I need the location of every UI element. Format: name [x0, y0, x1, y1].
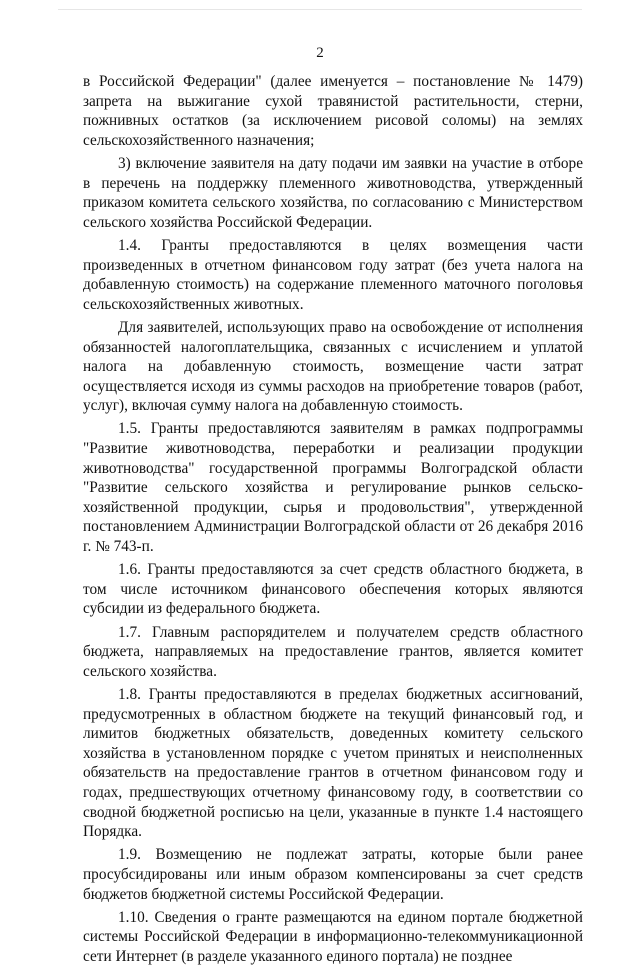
paragraph-1-5: 1.5. Гранты предоставляются заявителям в рамках подпрограммы "Развитие животноводства, переработки и реализации продукции животноводства" государственной программы Волгоградской области "Развитие сельского хозяйства и регулирование рынков сельско-хозяйственной продукции, сырья и продовольствия", утвержденной постановлением Администрации Волгоградской области от 26 декабря 2016 г. № 743-п. [83, 420, 583, 556]
paragraph-1-8: 1.8. Гранты предоставляются в пределах бюджетных ассигнований, предусмотренных в областном бюджете на текущий финансовый год, и лимитов бюджетных обязательств, доведенных комитету сельского хозяйства в установленном порядке с учетом принятых и неисполненных обязательств на предоставление грантов в отчетном финансовом году и годах, предшествующих отчетному финансовому году, в соответствии со сводной бюджетной росписью на цели, указанные в пункте 1.4 настоящего Порядка. [83, 685, 583, 841]
scan-top-edge [58, 9, 582, 10]
paragraph-1-10: 1.10. Сведения о гранте размещаются на едином портале бюджетной системы Российской Федерации в информационно-телекоммуникационной сети Интернет (в разделе указанного единого портала) не позднее [83, 908, 583, 965]
paragraph-1-7: 1.7. Главным распорядителем и получателем средств областного бюджета, направляемых на предоставление грантов, является комитет сельского хозяйства. [83, 623, 583, 680]
paragraph-1-9: 1.9. Возмещению не подлежат затраты, которые были ранее просубсидированы или иным образом компенсированы за счет средств бюджетов бюджетной системы Российской Федерации. [83, 846, 583, 903]
paragraph-1-6: 1.6. Гранты предоставляются за счет средств областного бюджета, в том числе источником финансового обеспечения которых являются субсидии из федерального бюджета. [83, 561, 583, 618]
paragraph-continuation: в Российской Федерации" (далее именуется – постановление № 1479) запрета на выжигание сухой травянистой растительности, стерни, пожнивных остатков (за исключением рисовой соломы) на землях сельскохозяйственного назначения; [83, 73, 583, 149]
document-body [83, 72, 583, 970]
paragraph-1-4: 1.4. Гранты предоставляются в целях возмещения части произведенных в отчетном финансовом году затрат (без учета налога на добавленную стоимость) на содержание племенного маточного поголовья сельскохозяйственных животных. [83, 236, 583, 313]
paragraph-item-3: 3) включение заявителя на дату подачи им заявки на участие в отборе в перечень на поддержку племенного животноводства, утвержденный приказом комитета сельского хозяйства, по согласованию с Министерством сельского хозяйства Российской Федерации. [83, 154, 583, 231]
page-number: 2 [316, 45, 324, 61]
paragraph-vat-exemption: Для заявителей, использующих право на освобождение от исполнения обязанностей налогоплательщика, связанных с исчислением и уплатой налога на добавленную стоимость, возмещение части затрат осуществляется исходя из суммы расходов на приобретение товаров (работ, услуг), включая сумму налога на добавленную стоимость. [83, 318, 583, 415]
